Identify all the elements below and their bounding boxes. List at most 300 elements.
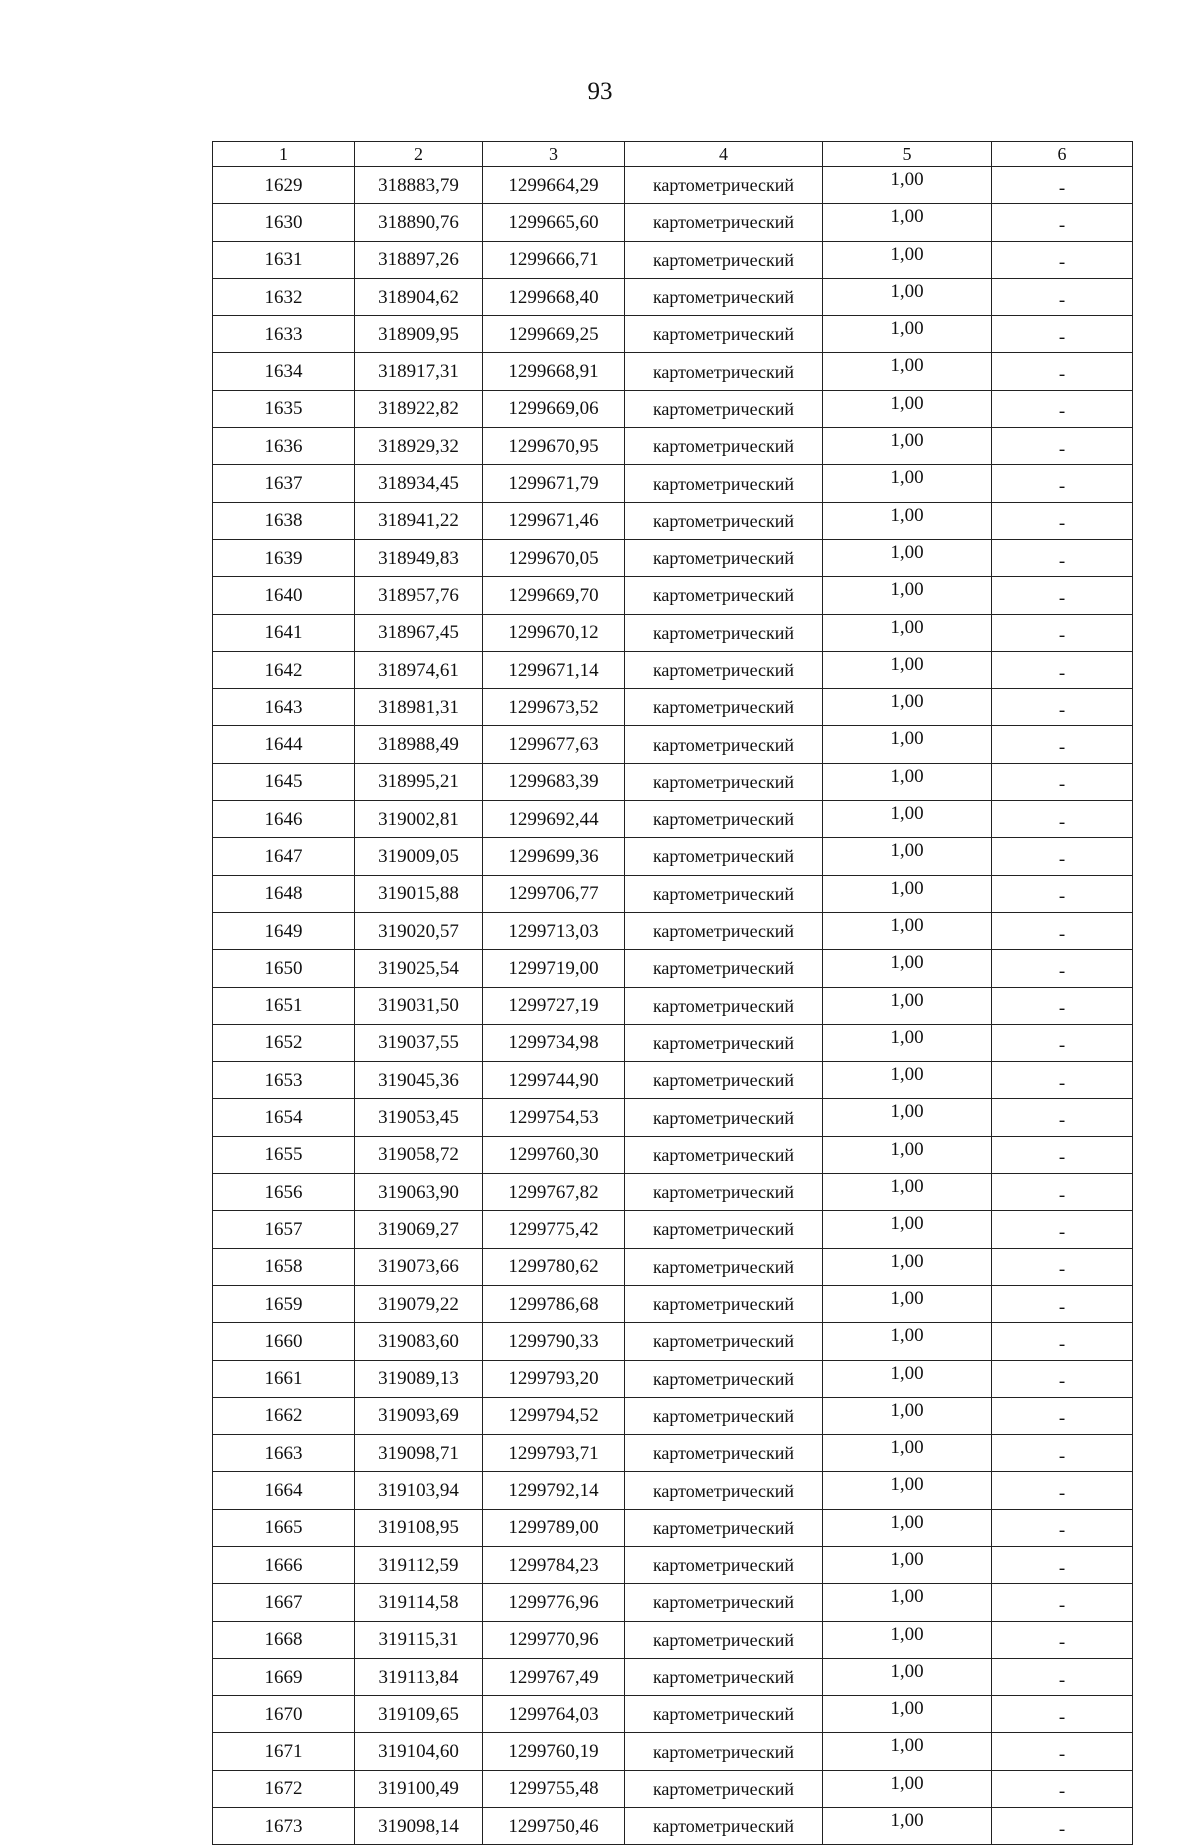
y-coordinate-cell: 1299734,98 bbox=[483, 1024, 625, 1061]
y-coordinate-cell: 1299713,03 bbox=[483, 912, 625, 949]
precision-cell: 1,00 bbox=[823, 1733, 992, 1770]
table-row bbox=[213, 1621, 1133, 1658]
method-cell: картометрический bbox=[625, 1211, 823, 1248]
note-cell: - bbox=[992, 950, 1133, 987]
table-row bbox=[213, 726, 1133, 763]
point-number-cell: 1673 bbox=[213, 1808, 355, 1845]
note-cell: - bbox=[992, 689, 1133, 726]
table-row bbox=[213, 1024, 1133, 1061]
note-cell: - bbox=[992, 502, 1133, 539]
x-coordinate-cell: 319053,45 bbox=[355, 1099, 483, 1136]
precision-cell: 1,00 bbox=[823, 390, 992, 427]
point-number-cell: 1665 bbox=[213, 1509, 355, 1546]
point-number-cell: 1630 bbox=[213, 204, 355, 241]
precision-cell: 1,00 bbox=[823, 1509, 992, 1546]
point-number-cell: 1655 bbox=[213, 1136, 355, 1173]
table-row bbox=[213, 1808, 1133, 1845]
y-coordinate-cell: 1299666,71 bbox=[483, 241, 625, 278]
note-cell: - bbox=[992, 1062, 1133, 1099]
x-coordinate-cell: 318904,62 bbox=[355, 278, 483, 315]
point-number-cell: 1643 bbox=[213, 689, 355, 726]
point-number-cell: 1661 bbox=[213, 1360, 355, 1397]
method-cell: картометрический bbox=[625, 1584, 823, 1621]
point-number-cell: 1644 bbox=[213, 726, 355, 763]
x-coordinate-cell: 319108,95 bbox=[355, 1509, 483, 1546]
x-coordinate-cell: 319098,71 bbox=[355, 1435, 483, 1472]
note-cell: - bbox=[992, 241, 1133, 278]
method-cell: картометрический bbox=[625, 950, 823, 987]
precision-cell: 1,00 bbox=[823, 465, 992, 502]
note-cell: - bbox=[992, 1770, 1133, 1807]
precision-cell: 1,00 bbox=[823, 204, 992, 241]
point-number-cell: 1650 bbox=[213, 950, 355, 987]
precision-cell: 1,00 bbox=[823, 1024, 992, 1061]
precision-cell: 1,00 bbox=[823, 1248, 992, 1285]
table-row bbox=[213, 1435, 1133, 1472]
method-cell: картометрический bbox=[625, 1174, 823, 1211]
method-cell: картометрический bbox=[625, 316, 823, 353]
x-coordinate-cell: 318934,45 bbox=[355, 465, 483, 502]
point-number-cell: 1649 bbox=[213, 912, 355, 949]
method-cell: картометрический bbox=[625, 1360, 823, 1397]
x-coordinate-cell: 318957,76 bbox=[355, 577, 483, 614]
table-row bbox=[213, 1584, 1133, 1621]
point-number-cell: 1636 bbox=[213, 428, 355, 465]
y-coordinate-cell: 1299699,36 bbox=[483, 838, 625, 875]
y-coordinate-cell: 1299692,44 bbox=[483, 801, 625, 838]
note-cell: - bbox=[992, 987, 1133, 1024]
y-coordinate-cell: 1299668,91 bbox=[483, 353, 625, 390]
note-cell: - bbox=[992, 651, 1133, 688]
table-row bbox=[213, 502, 1133, 539]
x-coordinate-cell: 319104,60 bbox=[355, 1733, 483, 1770]
point-number-cell: 1654 bbox=[213, 1099, 355, 1136]
table-row bbox=[213, 1696, 1133, 1733]
table-row bbox=[213, 278, 1133, 315]
note-cell: - bbox=[992, 912, 1133, 949]
x-coordinate-cell: 319045,36 bbox=[355, 1062, 483, 1099]
precision-cell: 1,00 bbox=[823, 1584, 992, 1621]
note-cell: - bbox=[992, 1658, 1133, 1695]
precision-cell: 1,00 bbox=[823, 726, 992, 763]
point-number-cell: 1671 bbox=[213, 1733, 355, 1770]
method-cell: картометрический bbox=[625, 651, 823, 688]
y-coordinate-cell: 1299670,12 bbox=[483, 614, 625, 651]
point-number-cell: 1640 bbox=[213, 577, 355, 614]
y-coordinate-cell: 1299669,25 bbox=[483, 316, 625, 353]
precision-cell: 1,00 bbox=[823, 1099, 992, 1136]
precision-cell: 1,00 bbox=[823, 838, 992, 875]
method-cell: картометрический bbox=[625, 726, 823, 763]
x-coordinate-cell: 318922,82 bbox=[355, 390, 483, 427]
y-coordinate-cell: 1299671,79 bbox=[483, 465, 625, 502]
x-coordinate-cell: 319083,60 bbox=[355, 1323, 483, 1360]
x-coordinate-cell: 318917,31 bbox=[355, 353, 483, 390]
y-coordinate-cell: 1299670,05 bbox=[483, 539, 625, 576]
precision-cell: 1,00 bbox=[823, 801, 992, 838]
method-cell: картометрический bbox=[625, 689, 823, 726]
note-cell: - bbox=[992, 1584, 1133, 1621]
precision-cell: 1,00 bbox=[823, 1211, 992, 1248]
column-header-1: 1 bbox=[213, 142, 355, 167]
y-coordinate-cell: 1299770,96 bbox=[483, 1621, 625, 1658]
x-coordinate-cell: 319109,65 bbox=[355, 1696, 483, 1733]
header-row bbox=[213, 142, 1133, 167]
point-number-cell: 1646 bbox=[213, 801, 355, 838]
coordinates-table bbox=[212, 141, 1133, 1845]
note-cell: - bbox=[992, 465, 1133, 502]
method-cell: картометрический bbox=[625, 577, 823, 614]
method-cell: картометрический bbox=[625, 1248, 823, 1285]
table-row bbox=[213, 689, 1133, 726]
x-coordinate-cell: 319002,81 bbox=[355, 801, 483, 838]
precision-cell: 1,00 bbox=[823, 950, 992, 987]
note-cell: - bbox=[992, 1546, 1133, 1583]
x-coordinate-cell: 319015,88 bbox=[355, 875, 483, 912]
y-coordinate-cell: 1299669,70 bbox=[483, 577, 625, 614]
y-coordinate-cell: 1299790,33 bbox=[483, 1323, 625, 1360]
note-cell: - bbox=[992, 539, 1133, 576]
point-number-cell: 1635 bbox=[213, 390, 355, 427]
table-row bbox=[213, 1509, 1133, 1546]
method-cell: картометрический bbox=[625, 801, 823, 838]
method-cell: картометрический bbox=[625, 390, 823, 427]
x-coordinate-cell: 318897,26 bbox=[355, 241, 483, 278]
precision-cell: 1,00 bbox=[823, 1808, 992, 1845]
x-coordinate-cell: 318981,31 bbox=[355, 689, 483, 726]
precision-cell: 1,00 bbox=[823, 1472, 992, 1509]
table-row bbox=[213, 241, 1133, 278]
y-coordinate-cell: 1299744,90 bbox=[483, 1062, 625, 1099]
x-coordinate-cell: 318974,61 bbox=[355, 651, 483, 688]
note-cell: - bbox=[992, 353, 1133, 390]
table-row bbox=[213, 1360, 1133, 1397]
table-row bbox=[213, 1211, 1133, 1248]
x-coordinate-cell: 319058,72 bbox=[355, 1136, 483, 1173]
method-cell: картометрический bbox=[625, 539, 823, 576]
y-coordinate-cell: 1299760,19 bbox=[483, 1733, 625, 1770]
precision-cell: 1,00 bbox=[823, 875, 992, 912]
note-cell: - bbox=[992, 1509, 1133, 1546]
x-coordinate-cell: 319073,66 bbox=[355, 1248, 483, 1285]
x-coordinate-cell: 319114,58 bbox=[355, 1584, 483, 1621]
y-coordinate-cell: 1299669,06 bbox=[483, 390, 625, 427]
x-coordinate-cell: 318941,22 bbox=[355, 502, 483, 539]
point-number-cell: 1664 bbox=[213, 1472, 355, 1509]
point-number-cell: 1633 bbox=[213, 316, 355, 353]
y-coordinate-cell: 1299670,95 bbox=[483, 428, 625, 465]
method-cell: картометрический bbox=[625, 1696, 823, 1733]
point-number-cell: 1660 bbox=[213, 1323, 355, 1360]
y-coordinate-cell: 1299754,53 bbox=[483, 1099, 625, 1136]
x-coordinate-cell: 319112,59 bbox=[355, 1546, 483, 1583]
note-cell: - bbox=[992, 1174, 1133, 1211]
precision-cell: 1,00 bbox=[823, 1621, 992, 1658]
point-number-cell: 1652 bbox=[213, 1024, 355, 1061]
point-number-cell: 1670 bbox=[213, 1696, 355, 1733]
precision-cell: 1,00 bbox=[823, 651, 992, 688]
note-cell: - bbox=[992, 316, 1133, 353]
note-cell: - bbox=[992, 1248, 1133, 1285]
point-number-cell: 1634 bbox=[213, 353, 355, 390]
precision-cell: 1,00 bbox=[823, 316, 992, 353]
note-cell: - bbox=[992, 1024, 1133, 1061]
table-row bbox=[213, 1323, 1133, 1360]
method-cell: картометрический bbox=[625, 278, 823, 315]
note-cell: - bbox=[992, 1808, 1133, 1845]
y-coordinate-cell: 1299664,29 bbox=[483, 167, 625, 204]
table-row bbox=[213, 1658, 1133, 1695]
method-cell: картометрический bbox=[625, 1546, 823, 1583]
table-body bbox=[213, 167, 1133, 1845]
y-coordinate-cell: 1299776,96 bbox=[483, 1584, 625, 1621]
note-cell: - bbox=[992, 1397, 1133, 1434]
table-row bbox=[213, 353, 1133, 390]
x-coordinate-cell: 319063,90 bbox=[355, 1174, 483, 1211]
table-row bbox=[213, 1174, 1133, 1211]
point-number-cell: 1641 bbox=[213, 614, 355, 651]
note-cell: - bbox=[992, 1733, 1133, 1770]
table-row bbox=[213, 577, 1133, 614]
x-coordinate-cell: 319115,31 bbox=[355, 1621, 483, 1658]
table-row bbox=[213, 950, 1133, 987]
y-coordinate-cell: 1299665,60 bbox=[483, 204, 625, 241]
method-cell: картометрический bbox=[625, 1658, 823, 1695]
point-number-cell: 1672 bbox=[213, 1770, 355, 1807]
note-cell: - bbox=[992, 428, 1133, 465]
method-cell: картометрический bbox=[625, 1062, 823, 1099]
x-coordinate-cell: 319103,94 bbox=[355, 1472, 483, 1509]
method-cell: картометрический bbox=[625, 1136, 823, 1173]
note-cell: - bbox=[992, 763, 1133, 800]
point-number-cell: 1658 bbox=[213, 1248, 355, 1285]
table-row bbox=[213, 167, 1133, 204]
point-number-cell: 1666 bbox=[213, 1546, 355, 1583]
y-coordinate-cell: 1299775,42 bbox=[483, 1211, 625, 1248]
note-cell: - bbox=[992, 1472, 1133, 1509]
y-coordinate-cell: 1299767,82 bbox=[483, 1174, 625, 1211]
y-coordinate-cell: 1299760,30 bbox=[483, 1136, 625, 1173]
note-cell: - bbox=[992, 1211, 1133, 1248]
precision-cell: 1,00 bbox=[823, 987, 992, 1024]
note-cell: - bbox=[992, 204, 1133, 241]
y-coordinate-cell: 1299789,00 bbox=[483, 1509, 625, 1546]
x-coordinate-cell: 318929,32 bbox=[355, 428, 483, 465]
y-coordinate-cell: 1299677,63 bbox=[483, 726, 625, 763]
precision-cell: 1,00 bbox=[823, 353, 992, 390]
table-row bbox=[213, 1136, 1133, 1173]
note-cell: - bbox=[992, 577, 1133, 614]
method-cell: картометрический bbox=[625, 1808, 823, 1845]
precision-cell: 1,00 bbox=[823, 1360, 992, 1397]
table-row bbox=[213, 875, 1133, 912]
point-number-cell: 1668 bbox=[213, 1621, 355, 1658]
point-number-cell: 1647 bbox=[213, 838, 355, 875]
note-cell: - bbox=[992, 1099, 1133, 1136]
point-number-cell: 1653 bbox=[213, 1062, 355, 1099]
method-cell: картометрический bbox=[625, 1285, 823, 1322]
point-number-cell: 1629 bbox=[213, 167, 355, 204]
point-number-cell: 1657 bbox=[213, 1211, 355, 1248]
column-header-6: 6 bbox=[992, 142, 1133, 167]
x-coordinate-cell: 319079,22 bbox=[355, 1285, 483, 1322]
method-cell: картометрический bbox=[625, 1024, 823, 1061]
precision-cell: 1,00 bbox=[823, 539, 992, 576]
method-cell: картометрический bbox=[625, 1323, 823, 1360]
table-row bbox=[213, 763, 1133, 800]
x-coordinate-cell: 319037,55 bbox=[355, 1024, 483, 1061]
method-cell: картометрический bbox=[625, 241, 823, 278]
x-coordinate-cell: 318995,21 bbox=[355, 763, 483, 800]
precision-cell: 1,00 bbox=[823, 1136, 992, 1173]
method-cell: картометрический bbox=[625, 353, 823, 390]
table-row bbox=[213, 1770, 1133, 1807]
y-coordinate-cell: 1299668,40 bbox=[483, 278, 625, 315]
note-cell: - bbox=[992, 278, 1133, 315]
column-header-5: 5 bbox=[823, 142, 992, 167]
precision-cell: 1,00 bbox=[823, 1696, 992, 1733]
note-cell: - bbox=[992, 801, 1133, 838]
table-row bbox=[213, 987, 1133, 1024]
note-cell: - bbox=[992, 1136, 1133, 1173]
note-cell: - bbox=[992, 1696, 1133, 1733]
method-cell: картометрический bbox=[625, 1099, 823, 1136]
note-cell: - bbox=[992, 726, 1133, 763]
table-row bbox=[213, 1546, 1133, 1583]
precision-cell: 1,00 bbox=[823, 1174, 992, 1211]
point-number-cell: 1639 bbox=[213, 539, 355, 576]
method-cell: картометрический bbox=[625, 1435, 823, 1472]
x-coordinate-cell: 318890,76 bbox=[355, 204, 483, 241]
table-row bbox=[213, 1099, 1133, 1136]
precision-cell: 1,00 bbox=[823, 502, 992, 539]
method-cell: картометрический bbox=[625, 763, 823, 800]
note-cell: - bbox=[992, 1435, 1133, 1472]
method-cell: картометрический bbox=[625, 428, 823, 465]
y-coordinate-cell: 1299780,62 bbox=[483, 1248, 625, 1285]
y-coordinate-cell: 1299706,77 bbox=[483, 875, 625, 912]
y-coordinate-cell: 1299755,48 bbox=[483, 1770, 625, 1807]
table-row bbox=[213, 1248, 1133, 1285]
precision-cell: 1,00 bbox=[823, 1062, 992, 1099]
table-row bbox=[213, 465, 1133, 502]
x-coordinate-cell: 319020,57 bbox=[355, 912, 483, 949]
method-cell: картометрический bbox=[625, 502, 823, 539]
method-cell: картометрический bbox=[625, 1770, 823, 1807]
note-cell: - bbox=[992, 167, 1133, 204]
x-coordinate-cell: 318967,45 bbox=[355, 614, 483, 651]
table-row bbox=[213, 1733, 1133, 1770]
method-cell: картометрический bbox=[625, 1509, 823, 1546]
column-header-4: 4 bbox=[625, 142, 823, 167]
precision-cell: 1,00 bbox=[823, 278, 992, 315]
point-number-cell: 1662 bbox=[213, 1397, 355, 1434]
point-number-cell: 1631 bbox=[213, 241, 355, 278]
note-cell: - bbox=[992, 838, 1133, 875]
table-row bbox=[213, 614, 1133, 651]
x-coordinate-cell: 319069,27 bbox=[355, 1211, 483, 1248]
y-coordinate-cell: 1299792,14 bbox=[483, 1472, 625, 1509]
x-coordinate-cell: 318883,79 bbox=[355, 167, 483, 204]
method-cell: картометрический bbox=[625, 1621, 823, 1658]
method-cell: картометрический bbox=[625, 1733, 823, 1770]
y-coordinate-cell: 1299794,52 bbox=[483, 1397, 625, 1434]
y-coordinate-cell: 1299719,00 bbox=[483, 950, 625, 987]
note-cell: - bbox=[992, 614, 1133, 651]
y-coordinate-cell: 1299671,46 bbox=[483, 502, 625, 539]
x-coordinate-cell: 319089,13 bbox=[355, 1360, 483, 1397]
y-coordinate-cell: 1299673,52 bbox=[483, 689, 625, 726]
note-cell: - bbox=[992, 1285, 1133, 1322]
point-number-cell: 1645 bbox=[213, 763, 355, 800]
point-number-cell: 1632 bbox=[213, 278, 355, 315]
table-row bbox=[213, 912, 1133, 949]
table-row bbox=[213, 838, 1133, 875]
table-row bbox=[213, 1285, 1133, 1322]
point-number-cell: 1642 bbox=[213, 651, 355, 688]
precision-cell: 1,00 bbox=[823, 1323, 992, 1360]
method-cell: картометрический bbox=[625, 614, 823, 651]
precision-cell: 1,00 bbox=[823, 1658, 992, 1695]
y-coordinate-cell: 1299784,23 bbox=[483, 1546, 625, 1583]
point-number-cell: 1656 bbox=[213, 1174, 355, 1211]
precision-cell: 1,00 bbox=[823, 241, 992, 278]
table-row bbox=[213, 204, 1133, 241]
y-coordinate-cell: 1299671,14 bbox=[483, 651, 625, 688]
x-coordinate-cell: 319098,14 bbox=[355, 1808, 483, 1845]
point-number-cell: 1637 bbox=[213, 465, 355, 502]
x-coordinate-cell: 318909,95 bbox=[355, 316, 483, 353]
precision-cell: 1,00 bbox=[823, 167, 992, 204]
precision-cell: 1,00 bbox=[823, 912, 992, 949]
x-coordinate-cell: 318949,83 bbox=[355, 539, 483, 576]
note-cell: - bbox=[992, 1360, 1133, 1397]
column-header-2: 2 bbox=[355, 142, 483, 167]
precision-cell: 1,00 bbox=[823, 1546, 992, 1583]
point-number-cell: 1669 bbox=[213, 1658, 355, 1695]
x-coordinate-cell: 319009,05 bbox=[355, 838, 483, 875]
table-row bbox=[213, 390, 1133, 427]
table-row bbox=[213, 1472, 1133, 1509]
point-number-cell: 1638 bbox=[213, 502, 355, 539]
point-number-cell: 1651 bbox=[213, 987, 355, 1024]
x-coordinate-cell: 319025,54 bbox=[355, 950, 483, 987]
x-coordinate-cell: 319031,50 bbox=[355, 987, 483, 1024]
method-cell: картометрический bbox=[625, 204, 823, 241]
method-cell: картометрический bbox=[625, 875, 823, 912]
table-row bbox=[213, 801, 1133, 838]
y-coordinate-cell: 1299793,20 bbox=[483, 1360, 625, 1397]
note-cell: - bbox=[992, 390, 1133, 427]
x-coordinate-cell: 319113,84 bbox=[355, 1658, 483, 1695]
point-number-cell: 1663 bbox=[213, 1435, 355, 1472]
precision-cell: 1,00 bbox=[823, 614, 992, 651]
method-cell: картометрический bbox=[625, 912, 823, 949]
table-row bbox=[213, 651, 1133, 688]
note-cell: - bbox=[992, 1621, 1133, 1658]
note-cell: - bbox=[992, 1323, 1133, 1360]
method-cell: картометрический bbox=[625, 1472, 823, 1509]
table-row bbox=[213, 1062, 1133, 1099]
x-coordinate-cell: 319093,69 bbox=[355, 1397, 483, 1434]
precision-cell: 1,00 bbox=[823, 763, 992, 800]
table-row bbox=[213, 316, 1133, 353]
y-coordinate-cell: 1299727,19 bbox=[483, 987, 625, 1024]
y-coordinate-cell: 1299767,49 bbox=[483, 1658, 625, 1695]
note-cell: - bbox=[992, 875, 1133, 912]
x-coordinate-cell: 319100,49 bbox=[355, 1770, 483, 1807]
y-coordinate-cell: 1299683,39 bbox=[483, 763, 625, 800]
